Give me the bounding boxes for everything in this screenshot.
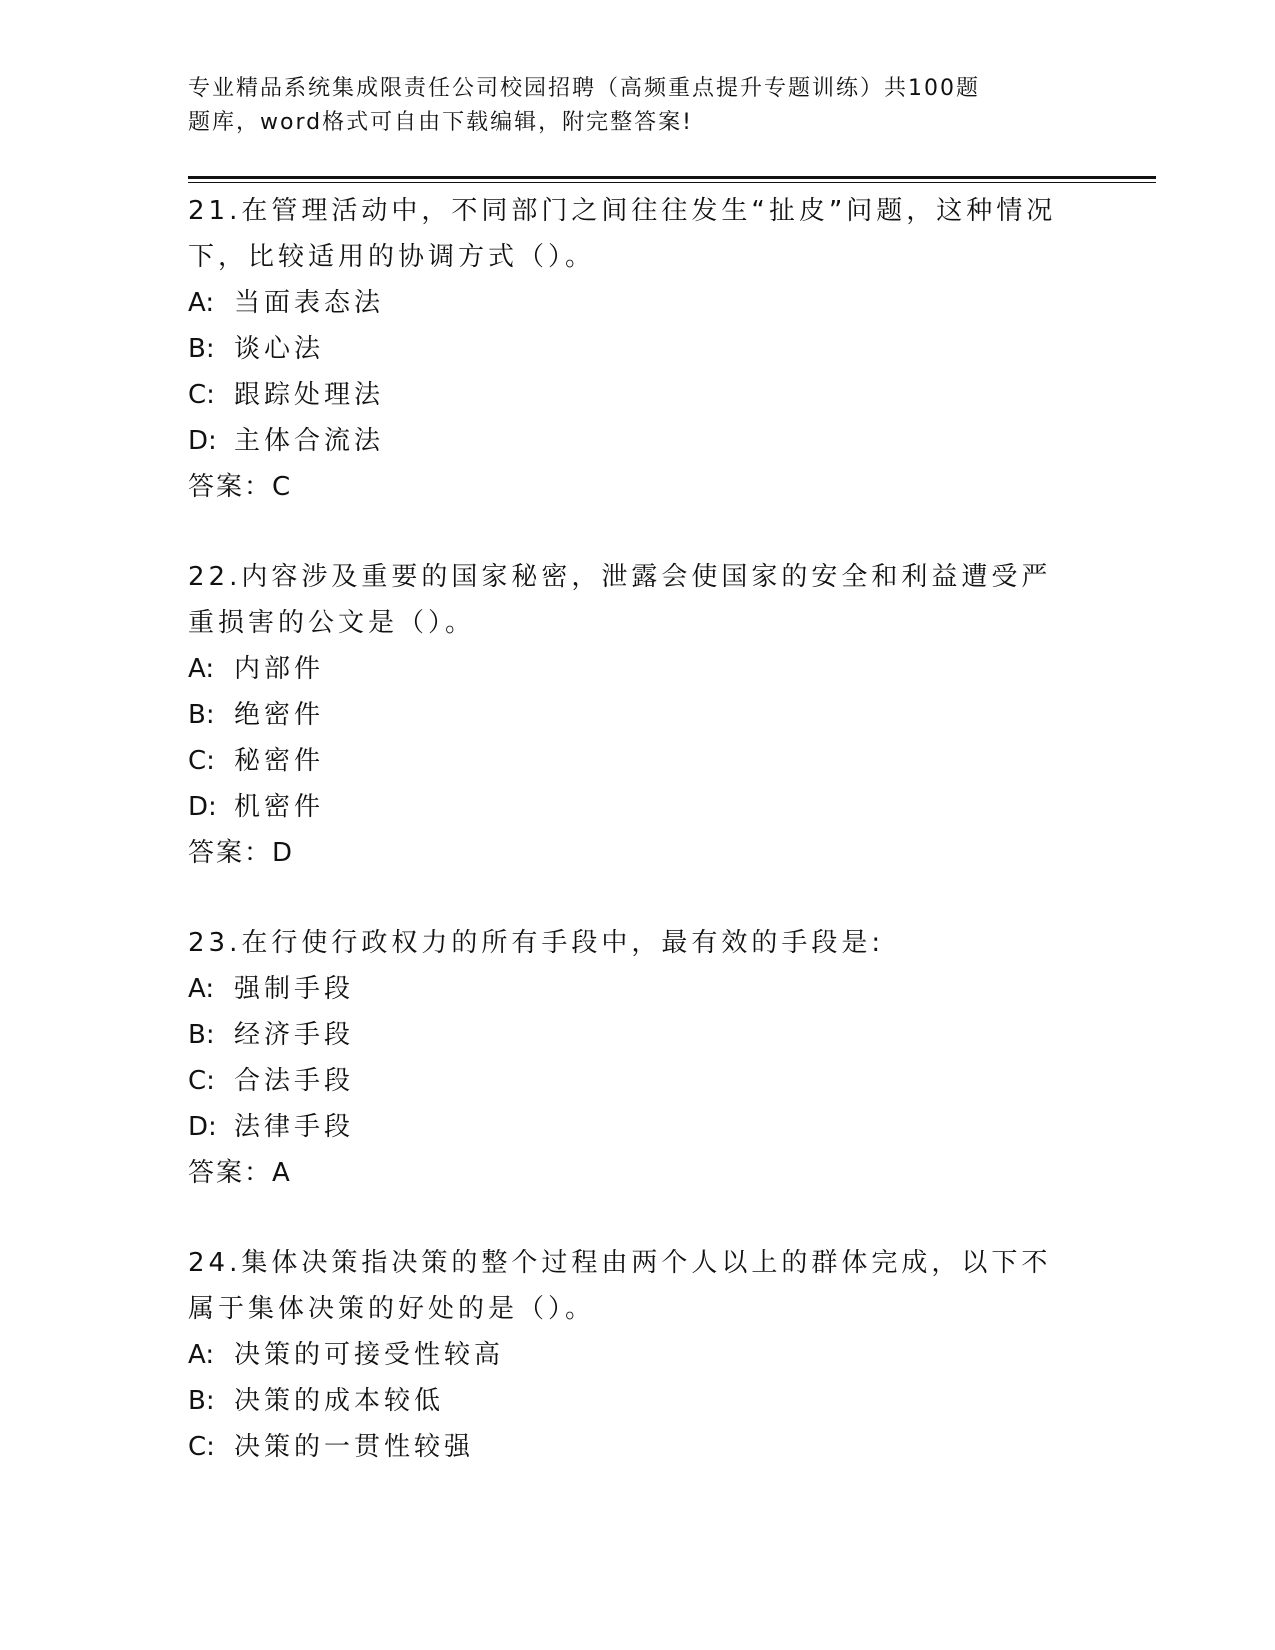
question-list [188,188,1088,1470]
option-letter: A: [188,974,215,1004]
option-text: 决策的可接受性较高 [234,1340,505,1370]
option-letter: A: [188,288,215,318]
option-c [188,372,1088,418]
option-letter: B: [188,334,215,364]
option-a [188,1332,1088,1378]
option-letter: C: [188,380,215,410]
option-letter: A: [188,654,215,684]
header-title-line-1: 专业精品系统集成限责任公司校园招聘（高频重点提升专题训练）共100题 [188,76,980,101]
option-b [188,1012,1088,1058]
option-text: 合法手段 [234,1066,355,1096]
header-title-line-2: 题库，word格式可自由下载编辑，附完整答案! [188,110,693,135]
option-text: 决策的成本较低 [234,1386,445,1416]
option-c [188,738,1088,784]
option-a [188,966,1088,1012]
question-22 [188,554,1088,876]
question-24 [188,1240,1088,1470]
option-a [188,280,1088,326]
option-letter: D: [188,426,217,456]
option-d [188,784,1088,830]
option-text: 绝密件 [234,700,325,730]
question-stem: 21.在管理活动中，不同部门之间往往发生“扯皮”问题，这种情况下，比较适用的协调方式（）。 [188,196,1057,272]
option-letter: A: [188,1340,215,1370]
answer-line: 答案：D [188,838,295,868]
option-text: 强制手段 [234,974,355,1004]
option-d [188,1104,1088,1150]
option-b [188,326,1088,372]
option-d [188,418,1088,464]
option-c [188,1058,1088,1104]
option-text: 内部件 [234,654,325,684]
option-text: 机密件 [234,792,325,822]
option-text: 谈心法 [234,334,325,364]
document-header [188,72,1028,140]
option-letter: B: [188,1386,215,1416]
option-b [188,692,1088,738]
option-letter: D: [188,1112,217,1142]
option-letter: C: [188,1432,215,1462]
question-stem: 22.内容涉及重要的国家秘密，泄露会使国家的安全和利益遭受严重损害的公文是（）。 [188,562,1052,638]
option-text: 秘密件 [234,746,325,776]
answer-line: 答案：C [188,472,293,502]
answer-line: 答案：A [188,1158,292,1188]
option-text: 决策的一贯性较强 [234,1432,475,1462]
option-letter: B: [188,700,215,730]
option-letter: C: [188,746,215,776]
option-letter: D: [188,792,217,822]
option-text: 当面表态法 [234,288,385,318]
option-c [188,1424,1088,1470]
question-21 [188,188,1088,510]
question-stem: 23.在行使行政权力的所有手段中，最有效的手段是: [188,928,885,958]
option-text: 跟踪处理法 [234,380,385,410]
header-divider-thin [188,182,1156,183]
question-23 [188,920,1088,1196]
option-a [188,646,1088,692]
option-text: 经济手段 [234,1020,355,1050]
header-divider [188,176,1156,179]
question-stem: 24.集体决策指决策的整个过程由两个人以上的群体完成，以下不属于集体决策的好处的是（）。 [188,1248,1052,1324]
option-text: 法律手段 [234,1112,355,1142]
option-letter: B: [188,1020,215,1050]
option-text: 主体合流法 [234,426,385,456]
option-b [188,1378,1088,1424]
option-letter: C: [188,1066,215,1096]
